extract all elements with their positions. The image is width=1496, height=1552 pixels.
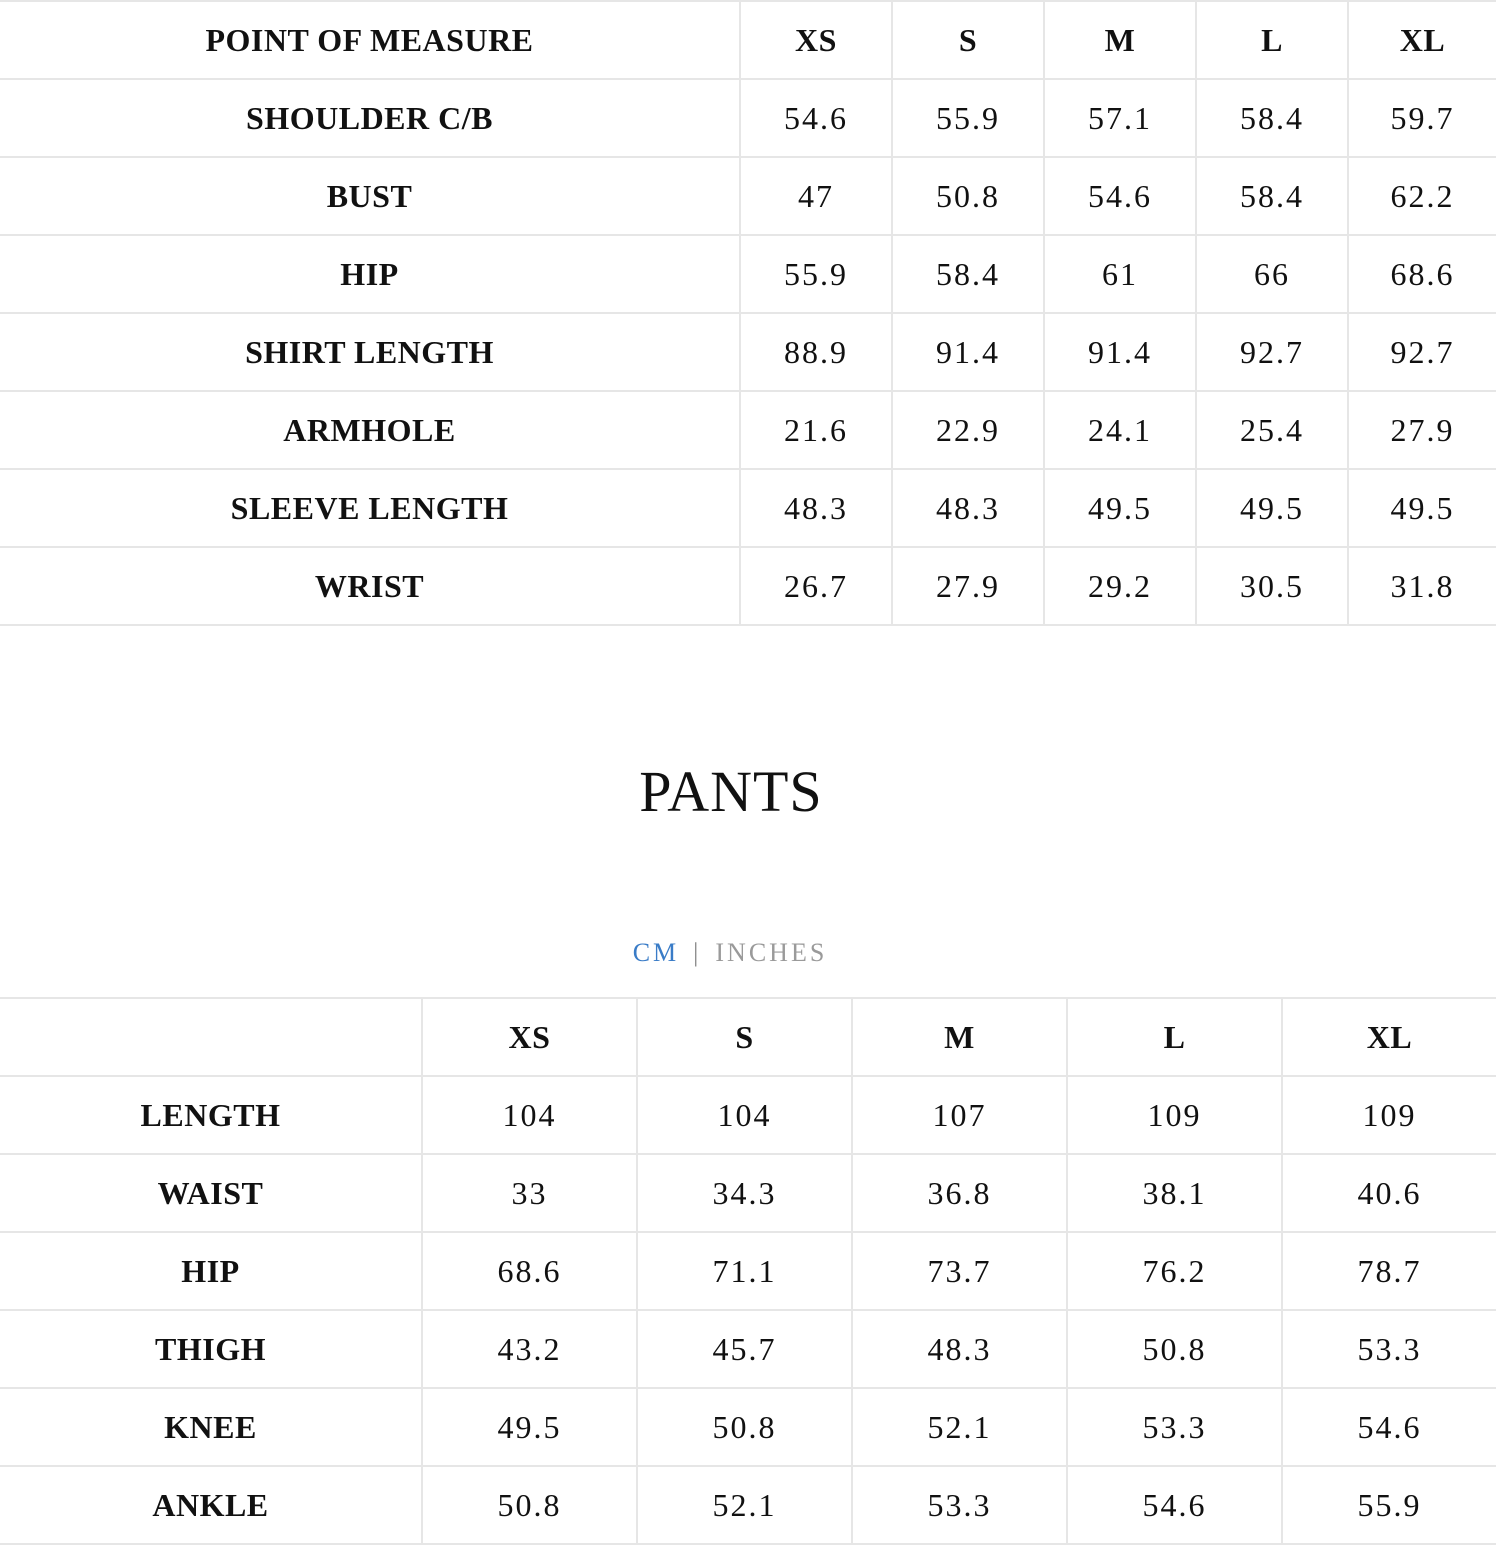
row-label: HIP [0,1232,422,1310]
unit-cm-option[interactable]: CM [632,938,680,967]
table-cell: 55.9 [892,79,1044,157]
table-cell: 50.8 [1067,1310,1282,1388]
table-cell: 59.7 [1348,79,1496,157]
table-cell: 49.5 [1196,469,1348,547]
table-cell: 109 [1282,1076,1496,1154]
table-row [0,1076,1496,1154]
row-label: HIP [0,235,740,313]
table-cell: 38.1 [1067,1154,1282,1232]
table-cell: 109 [1067,1076,1282,1154]
table-cell: 34.3 [637,1154,852,1232]
table-cell: 62.2 [1348,157,1496,235]
table-cell: 104 [637,1076,852,1154]
column-header: L [1196,1,1348,79]
column-header: POINT OF MEASURE [0,1,740,79]
table-cell: 24.1 [1044,391,1196,469]
table-cell: 25.4 [1196,391,1348,469]
table-cell: 52.1 [637,1466,852,1544]
table-cell: 92.7 [1196,313,1348,391]
column-header: L [1067,998,1282,1076]
table-cell: 58.4 [1196,79,1348,157]
row-label: SHOULDER C/B [0,79,740,157]
table-row [0,313,1496,391]
table-cell: 40.6 [1282,1154,1496,1232]
table-row [0,79,1496,157]
table-cell: 48.3 [892,469,1044,547]
table-cell: 66 [1196,235,1348,313]
table-cell: 53.3 [1282,1310,1496,1388]
row-label: LENGTH [0,1076,422,1154]
table-cell: 76.2 [1067,1232,1282,1310]
table-row [0,1388,1496,1466]
column-header: M [1044,1,1196,79]
table-cell: 78.7 [1282,1232,1496,1310]
table-cell: 48.3 [740,469,892,547]
table-cell: 53.3 [852,1466,1067,1544]
table-cell: 57.1 [1044,79,1196,157]
table-row [0,547,1496,625]
table-cell: 29.2 [1044,547,1196,625]
row-label: ARMHOLE [0,391,740,469]
table-cell: 54.6 [1282,1388,1496,1466]
table-cell: 54.6 [1067,1466,1282,1544]
column-header: S [637,998,852,1076]
table-cell: 30.5 [1196,547,1348,625]
table-cell: 68.6 [422,1232,637,1310]
pants-section-title: PANTS [639,759,823,824]
table-cell: 71.1 [637,1232,852,1310]
row-label: THIGH [0,1310,422,1388]
table-cell: 54.6 [1044,157,1196,235]
table-cell: 43.2 [422,1310,637,1388]
table-cell: 36.8 [852,1154,1067,1232]
table-header-row [0,1,1496,79]
table-cell: 92.7 [1348,313,1496,391]
table-cell: 58.4 [892,235,1044,313]
table-cell: 61 [1044,235,1196,313]
table-row [0,1466,1496,1544]
table-cell: 27.9 [892,547,1044,625]
pants-size-table [0,997,1496,1545]
table-cell: 52.1 [852,1388,1067,1466]
column-header [0,998,422,1076]
table-row [0,157,1496,235]
row-label: WAIST [0,1154,422,1232]
row-label: SHIRT LENGTH [0,313,740,391]
row-label: SLEEVE LENGTH [0,469,740,547]
table-cell: 49.5 [1044,469,1196,547]
table-cell: 48.3 [852,1310,1067,1388]
table-cell: 21.6 [740,391,892,469]
unit-toggle [0,938,1460,968]
table-row [0,391,1496,469]
shirt-size-table [0,0,1496,626]
row-label: ANKLE [0,1466,422,1544]
table-cell: 45.7 [637,1310,852,1388]
table-cell: 47 [740,157,892,235]
column-header: XS [422,998,637,1076]
table-cell: 53.3 [1067,1388,1282,1466]
column-header: M [852,998,1067,1076]
table-row [0,1232,1496,1310]
table-cell: 49.5 [422,1388,637,1466]
table-cell: 107 [852,1076,1067,1154]
column-header: XS [740,1,892,79]
unit-separator: | [693,938,702,967]
table-cell: 33 [422,1154,637,1232]
table-row [0,1154,1496,1232]
table-row [0,1310,1496,1388]
column-header: S [892,1,1044,79]
table-cell: 73.7 [852,1232,1067,1310]
unit-inches-option[interactable]: INCHES [715,938,828,967]
table-cell: 27.9 [1348,391,1496,469]
table-cell: 91.4 [1044,313,1196,391]
table-cell: 88.9 [740,313,892,391]
row-label: KNEE [0,1388,422,1466]
table-cell: 26.7 [740,547,892,625]
table-cell: 68.6 [1348,235,1496,313]
table-header-row [0,998,1496,1076]
table-cell: 22.9 [892,391,1044,469]
column-header: XL [1282,998,1496,1076]
row-label: BUST [0,157,740,235]
column-header: XL [1348,1,1496,79]
table-cell: 55.9 [1282,1466,1496,1544]
table-cell: 50.8 [892,157,1044,235]
table-cell: 104 [422,1076,637,1154]
table-row [0,469,1496,547]
table-row [0,235,1496,313]
table-cell: 91.4 [892,313,1044,391]
table-cell: 31.8 [1348,547,1496,625]
row-label: WRIST [0,547,740,625]
table-cell: 55.9 [740,235,892,313]
table-cell: 50.8 [422,1466,637,1544]
table-cell: 50.8 [637,1388,852,1466]
table-cell: 54.6 [740,79,892,157]
table-cell: 58.4 [1196,157,1348,235]
table-cell: 49.5 [1348,469,1496,547]
